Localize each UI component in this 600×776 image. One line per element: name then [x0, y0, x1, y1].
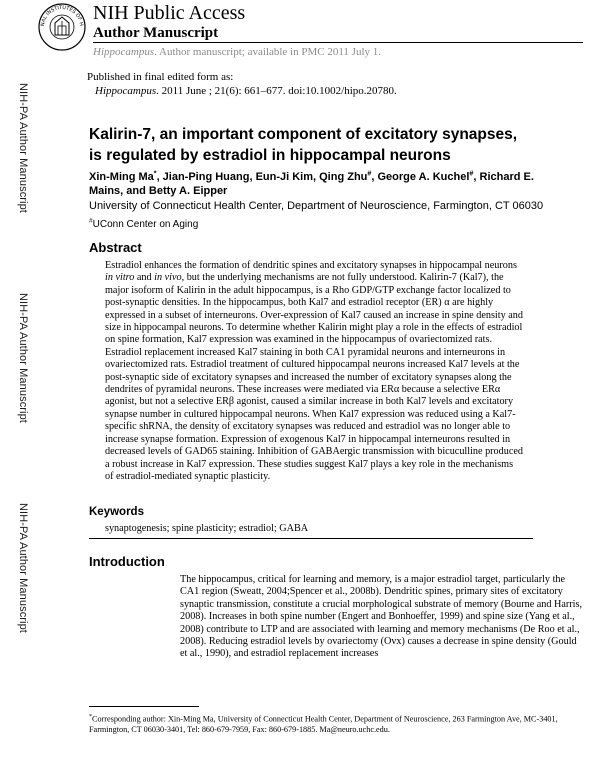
affiliation-primary: University of Connecticut Health Center, Department of Neuroscience, Farmington, CT 06030 [89, 200, 544, 212]
svg-text:NATIONAL INSTITUTES OF HEALTH: NAL INSTITUTES OF H [39, 4, 85, 27]
affiliation-secondary: #UConn Center on Aging [89, 217, 199, 230]
availability-note [93, 45, 381, 59]
nih-public-access-title: NIH Public Access [93, 2, 246, 24]
paper-title: Kalirin-7, an important component of excitatory synapses, is regulated by estradiol in hippocampal neurons [89, 126, 518, 164]
sidebar-label: NIH-PA Author Manuscript [17, 503, 29, 633]
sidebar-label: NIH-PA Author Manuscript [17, 293, 29, 423]
author-list: Xin-Ming Ma*, Jian-Ping Huang, Eun-Ji Kim, Qing Zhu#, George A. Kuchel#, Richard E. Mains, and Betty A. Eipper [89, 169, 534, 197]
abstract-body: Estradiol enhances the formation of dendritic spines and excitatory synapses in hippocampal neurons in vitro and in vivo, but the underlying mechanisms are not fully understood. Kalirin-7 (Kal7), the major isoform of Kalirin in the adult hippocampus, is a Rho GDP/GTP exchange factor localized to post-synaptic densities. In the hippocampus, both Kal7 and estradiol receptor (ER) α are highly expressed in a subset of interneurons. Over-expression of Kal7 caused an increase in spine density and size in hippocampal neurons. To determine whether Kalirin might play a role in the effects of estradiol on spine formation, Kal7 expression was examined in the hippocampus of ovariectomized rats. Estradiol replacement increased Kal7 staining in both CA1 pyramidal neurons and interneurons in ovariectomized rats. Estradiol treatment of cultured hippocampal neurons increased Kal7 levels at the post-synaptic side of excitatory synapses and increased the number of excitatory synapses along the dendrites of pyramidal neurons. These increases were mediated via ERα because a selective ERα agonist, but not a selective ERβ agonist, caused a similar increase in both Kal7 levels and excitatory synapse number in cultured hippocampal neurons. When Kal7 expression was reduced using a Kal7-specific shRNA, the density of excitatory synapses was reduced and estradiol was no longer able to increase synapse formation. Expression of exogenous Kal7 in hippocampal interneurons resulted in decreased levels of GAD65 staining. Inhibition of GABAergic transmission with bicuculline produced a robust increase in Kal7 expression. These studies suggest Kal7 plays a key role in the mechanisms of estradiol-mediated synaptic plasticity. [105, 260, 523, 482]
keywords-divider [89, 538, 533, 539]
keywords-list: synaptogenesis; spine plasticity; estradiol; GABA [105, 523, 309, 534]
footnote-rule [89, 706, 199, 707]
citation-details: . 2011 June ; 21(6): 661–677. doi:10.1002/hipo.20780. [156, 85, 397, 97]
author-manuscript-label: Author Manuscript [93, 25, 219, 41]
keywords-heading: Keywords [89, 506, 144, 518]
introduction-heading: Introduction [89, 554, 165, 569]
published-label: Published in final edited form as: [87, 71, 234, 83]
header-divider [93, 42, 583, 43]
citation-journal: Hippocampus [95, 85, 157, 97]
nih-seal-logo [37, 1, 87, 51]
citation [95, 84, 397, 98]
introduction-body: The hippocampus, critical for learning and memory, is a major estradiol target, particularly the CA1 region (Sweatt, 2004;Spencer et al., 2008b). Dendritic spines, primary sites of excitatory synaptic transmission, constitute a crucial morphological substrate of memory (Bourne and Harris, 2008). Increases in both spine number (Engert and Bonhoeffer, 1999) and spine size (Yang et al., 2008) contribute to LTP and are associated with learning and memory mechanisms (De Roo et al., 2008). Reducing estradiol levels by ovariectomy (Ovx) causes a decrease in spine density (Gould et al., 1990), and estradiol replacement increases [180, 574, 583, 660]
abstract-heading: Abstract [89, 240, 142, 255]
availability-text: . Author manuscript; available in PMC 2011 July 1. [154, 46, 382, 58]
availability-journal: Hippocampus [93, 46, 155, 58]
sidebar-label: NIH-PA Author Manuscript [17, 83, 29, 213]
corresponding-author-footnote: *Corresponding author: Xin-Ming Ma, University of Connecticut Health Center, Department of Neuroscience, 263 Farmington Ave, MC-3401, Farmington, CT 06030-3401, Tel: 860-679-7959, Fax: 860-679-1885. Ma@neuro.uchc.edu. [89, 714, 558, 735]
